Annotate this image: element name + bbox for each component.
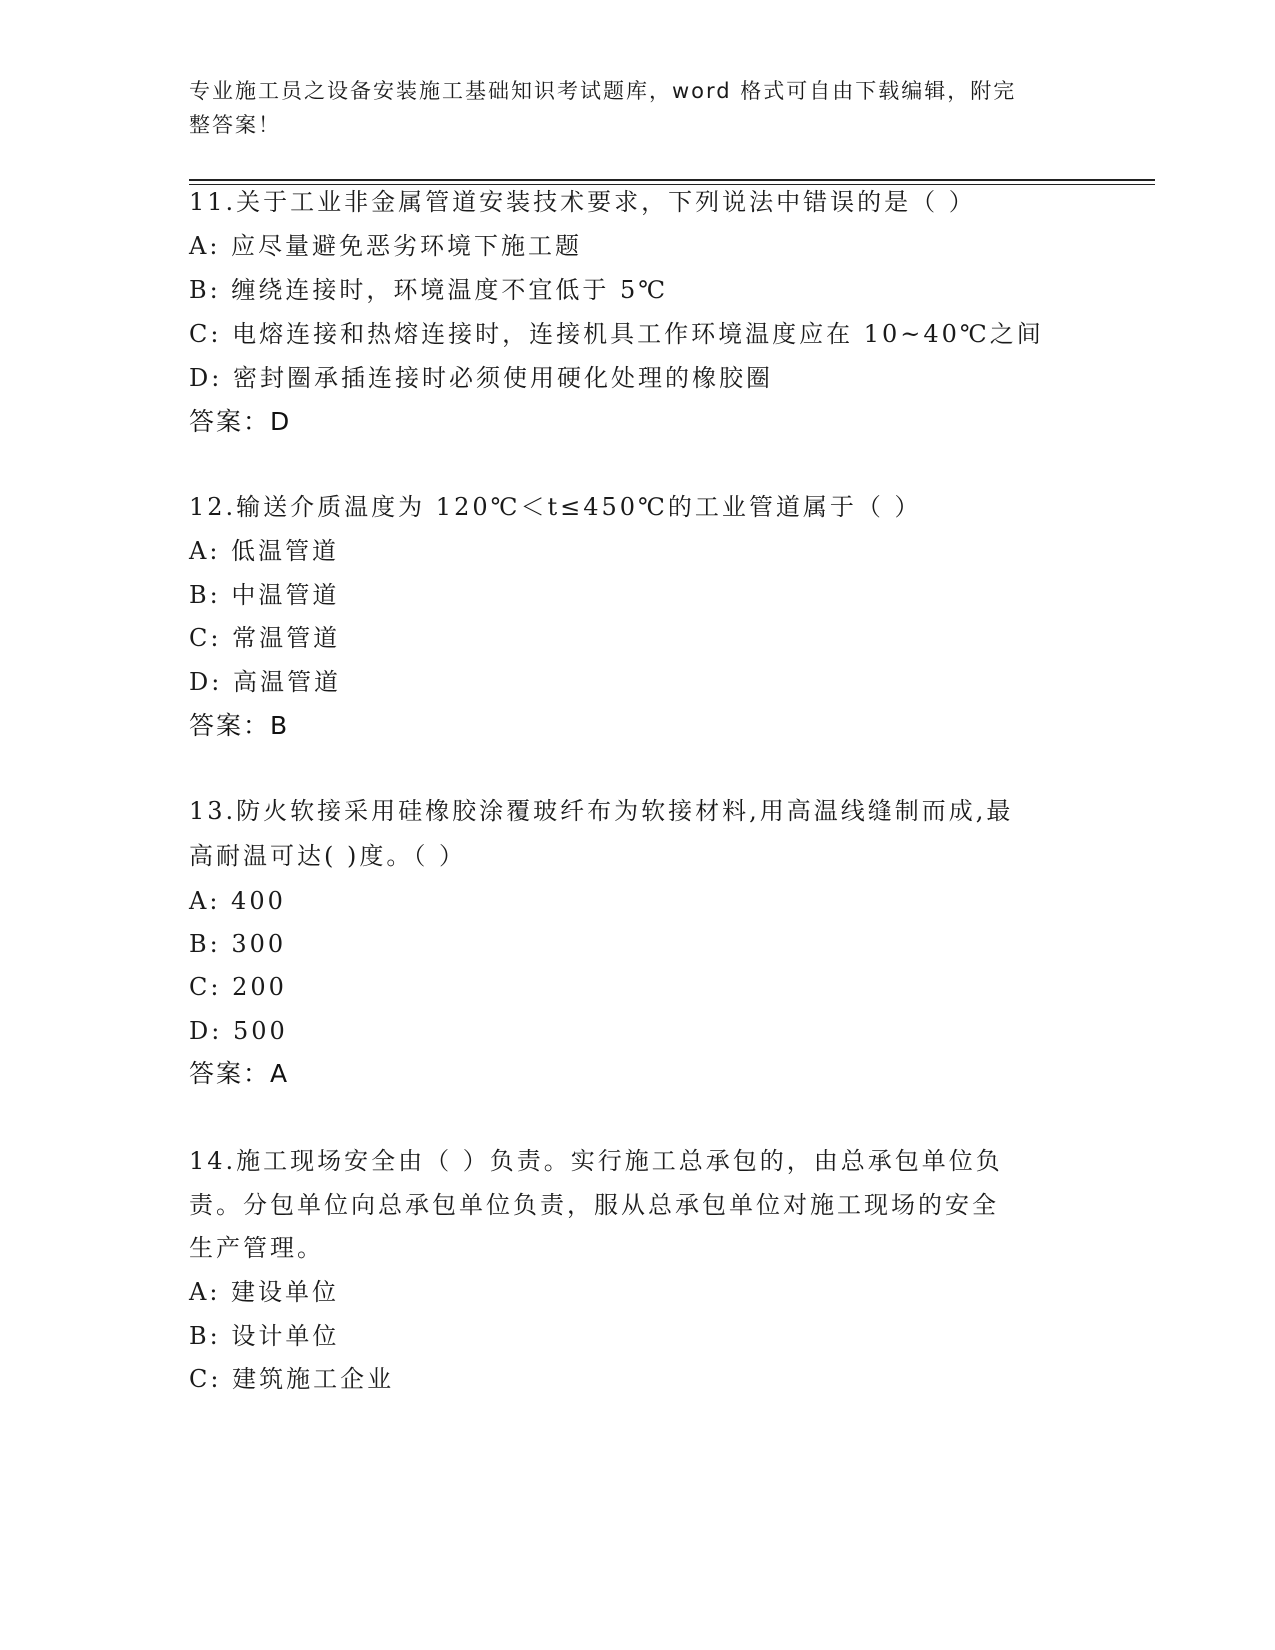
option-d: D: 密封圈承插连接时必须使用硬化处理的橡胶圈 xyxy=(189,364,773,392)
option-c: C: 建筑施工企业 xyxy=(189,1365,395,1393)
header-line-1: 专业施工员之设备安装施工基础知识考试题库，word 格式可自由下载编辑，附完 xyxy=(189,79,1017,103)
option-a: A: 建设单位 xyxy=(189,1278,340,1306)
option-b: B: 缠绕连接时，环境温度不宜低于 5℃ xyxy=(189,276,669,304)
question-stem: 12.输送介质温度为 120℃＜t≤450℃的工业管道属于（ ） xyxy=(189,493,922,521)
option-c: C: 常温管道 xyxy=(189,624,341,652)
header-line-2: 整答案！ xyxy=(189,113,281,137)
answer-label: 答案：D xyxy=(189,407,292,436)
question-stem-line-2: 责。分包单位向总承包单位负责，服从总承包单位对施工现场的安全 xyxy=(189,1191,999,1219)
question-stem-line-2: 高耐温可达( )度。（ ） xyxy=(189,842,466,870)
option-d: D: 500 xyxy=(189,1017,288,1045)
header-divider-thin xyxy=(189,184,1155,185)
answer-label: 答案：B xyxy=(189,711,290,740)
question-stem: 11.关于工业非金属管道安装技术要求，下列说法中错误的是（ ） xyxy=(189,188,976,216)
option-b: B: 300 xyxy=(189,930,287,958)
answer-label: 答案：A xyxy=(189,1059,290,1088)
option-c: C: 200 xyxy=(189,973,287,1001)
option-a: A: 低温管道 xyxy=(189,537,340,565)
option-a: A: 400 xyxy=(189,887,286,915)
option-b: B: 中温管道 xyxy=(189,581,340,609)
question-stem-line-3: 生产管理。 xyxy=(189,1234,324,1262)
document-header xyxy=(189,74,1069,142)
option-d: D: 高温管道 xyxy=(189,668,341,696)
option-c: C: 电熔连接和热熔连接时，连接机具工作环境温度应在 10~40℃之间 xyxy=(189,320,1044,348)
option-a: A: 应尽量避免恶劣环境下施工题 xyxy=(189,232,583,260)
header-divider-thick xyxy=(189,179,1155,181)
question-stem-line-1: 13.防火软接采用硅橡胶涂覆玻纤布为软接材料,用高温线缝制而成,最 xyxy=(189,797,1014,825)
option-b: B: 设计单位 xyxy=(189,1322,340,1350)
question-stem-line-1: 14.施工现场安全由（ ）负责。实行施工总承包的，由总承包单位负 xyxy=(189,1147,1003,1175)
